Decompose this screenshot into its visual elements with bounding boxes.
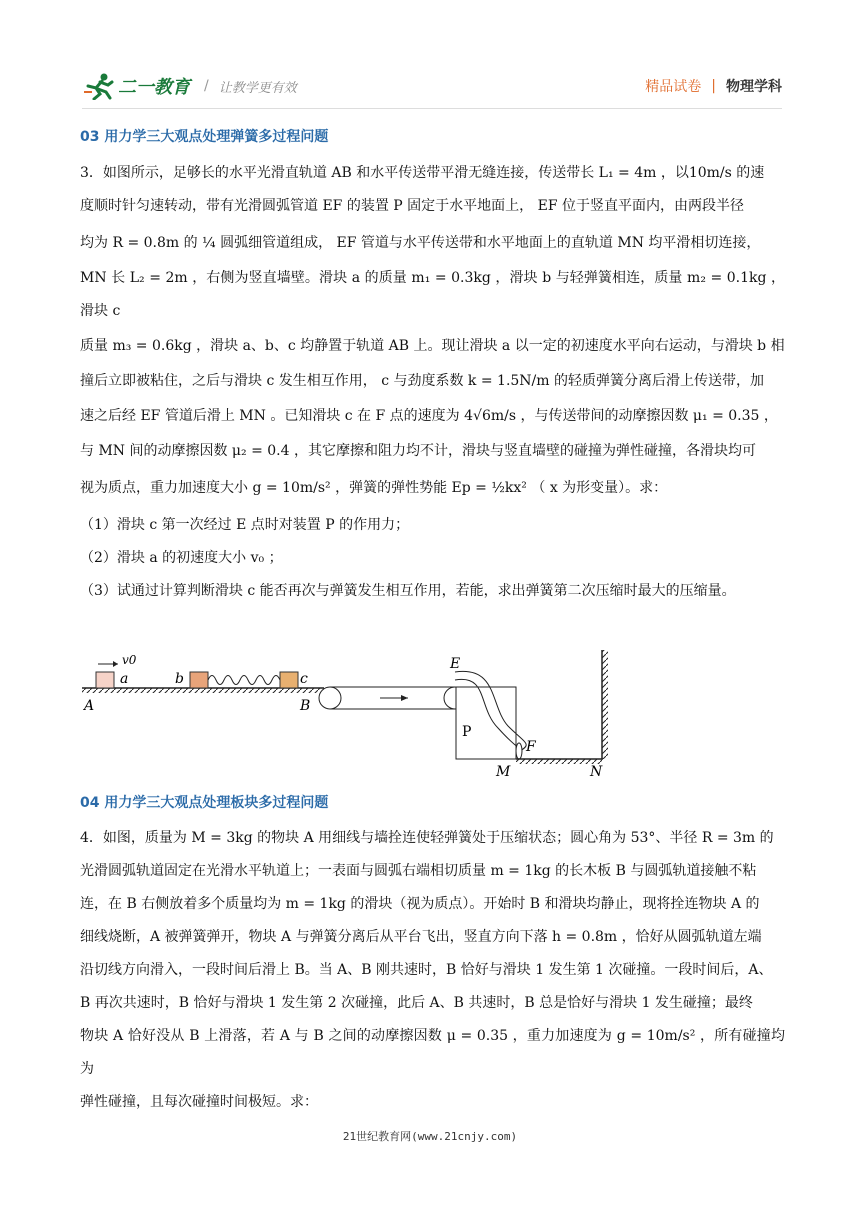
- wall-hatch: [602, 650, 608, 759]
- problem-4-text: [80, 822, 785, 1119]
- logo-divider: /: [204, 78, 209, 94]
- physics-diagram: [78, 648, 638, 782]
- problem-3-line: 3．如图所示，足够长的水平光滑直轨道 AB 和水平传送带平滑无缝连接，传送带长 L₁ = 4m ，以10m/s 的速: [80, 165, 765, 181]
- label-c: c: [300, 671, 308, 687]
- spring: [208, 676, 280, 685]
- label-F: F: [526, 739, 536, 755]
- problem-3-line: MN 长 L₂ = 2m ，右侧为竖直墙壁。滑块 a 的质量 m₁ = 0.3kg ，滑块 b 与轻弹簧相连，质量 m₂ = 0.1kg ，滑块 c: [80, 270, 785, 319]
- header-subject: 物理学科: [726, 79, 782, 95]
- label-P: P: [462, 724, 472, 740]
- label-v0: v0: [122, 653, 137, 667]
- question-3-2: （2）滑块 a 的初速度大小 v₀ ；: [80, 550, 283, 566]
- label-a: a: [120, 671, 129, 687]
- label-N: N: [590, 764, 603, 780]
- problem-3-line: 速之后经 EF 管道后滑上 MN 。已知滑块 c 在 F 点的速度为 4√6m/s ，与传送带间的动摩擦因数 μ₁ = 0.35 ，: [80, 408, 778, 424]
- problem-3-line: 均为 R = 0.8m 的 ¼ 圆弧细管道组成， EF 管道与水平传送带和水平地面上的直轨道 MN 均平滑相切连接，: [80, 235, 761, 251]
- question-3-3: （3）试通过计算判断滑块 c 能否再次与弹簧发生相互作用，若能，求出弹簧第二次压缩时最大的压缩量。: [80, 583, 736, 599]
- problem-4-line: 弹性碰撞，且每次碰撞时间极短。求：: [80, 1094, 318, 1110]
- problem-3-text: [80, 157, 785, 608]
- question-3-1: （1）滑块 c 第一次经过 E 点时对装置 P 的作用力；: [80, 517, 410, 533]
- section-04-title: 04 用力学三大观点处理板块多过程问题: [80, 795, 329, 811]
- problem-3-line: 撞后立即被粘住，之后与滑块 c 发生相互作用， c 与劲度系数 k = 1.5N/m 的轻质弹簧分离后滑上传送带，加: [80, 373, 765, 389]
- section-03-title: 03 用力学三大观点处理弹簧多过程问题: [80, 129, 329, 145]
- block-a: [96, 672, 114, 688]
- problem-4-line: 沿切线方向滑入，一段时间后滑上 B。当 A、B 刚共速时，B 恰好与滑块 1 发生第 1 次碰撞。一段时间后，A、: [80, 962, 773, 978]
- device-p: [456, 687, 516, 759]
- problem-3-line: 质量 m₃ = 0.6kg ，滑块 a、b、c 均静置于轨道 AB 上。现让滑块 a 以一定的初速度水平向右运动，与滑块 b 相: [80, 338, 785, 354]
- header-separator: |: [711, 78, 716, 94]
- problem-4-line: 连，在 B 右侧放着多个质量均为 m = 1kg 的滑块（视为质点）。开始时 B 和滑块均静止，现将拴连物块 A 的: [80, 896, 760, 912]
- logo: [82, 72, 297, 100]
- problem-4-line: 细线烧断，A 被弹簧弹开，物块 A 与弹簧分离后从平台飞出，竖直方向下落 h = 0.8m ，恰好从圆弧轨道左端: [80, 929, 762, 945]
- page-footer: 21世纪教育网(www.21cnjy.com): [342, 1130, 518, 1143]
- label-A: A: [84, 698, 95, 714]
- header-divider: [82, 108, 782, 109]
- problem-4-line: B 再次共速时，B 恰好与滑块 1 发生第 2 次碰撞，此后 A、B 共速时，B 总是恰好与滑块 1 发生碰撞；最终: [80, 995, 753, 1011]
- block-c: [280, 672, 298, 688]
- pulley-left: [319, 687, 341, 709]
- problem-4-line: 物块 A 恰好没从 B 上滑落，若 A 与 B 之间的动摩擦因数 μ = 0.35 ，重力加速度为 g = 10m/s² ，所有碰撞均为: [80, 1028, 785, 1077]
- header-right: [645, 76, 782, 96]
- slogan: 让教学更有效: [218, 80, 297, 96]
- track-ab-hatch: [82, 688, 322, 693]
- problem-4-line: 4．如图，质量为 M = 3kg 的物块 A 用细线与墙拴连使轻弹簧处于压缩状态；圆心角为 53°、半径 R = 3m 的: [80, 830, 774, 846]
- problem-3-line: 度顺时针匀速转动，带有光滑圆弧管道 EF 的装置 P 固定于水平地面上， EF 位于竖直平面内，由两段半径: [80, 198, 744, 214]
- label-M: M: [496, 764, 511, 780]
- problem-3-line: 与 MN 间的动摩擦因数 μ₂ = 0.4 ，其它摩擦和阻力均不计，滑块与竖直墙壁的碰撞为弹性碰撞，各滑块均可: [80, 443, 756, 459]
- problem-3-line: 视为质点，重力加速度大小 g = 10m/s² ，弹簧的弹性势能 Ep = ½kx² （ x 为形变量）。求：: [80, 480, 668, 496]
- logo-text: 二一教育: [118, 77, 190, 98]
- label-b: b: [175, 671, 184, 687]
- problem-4-line: 光滑圆弧轨道固定在光滑水平轨道上；一表面与圆弧右端相切质量 m = 1kg 的长木板 B 与圆弧轨道接触不粘: [80, 863, 757, 879]
- block-b: [190, 672, 208, 688]
- label-E: E: [450, 656, 461, 672]
- header-tag-premium: 精品试卷: [645, 79, 702, 95]
- page-header: [82, 68, 782, 108]
- runner-logo-icon: [82, 72, 116, 100]
- label-B: B: [300, 698, 311, 714]
